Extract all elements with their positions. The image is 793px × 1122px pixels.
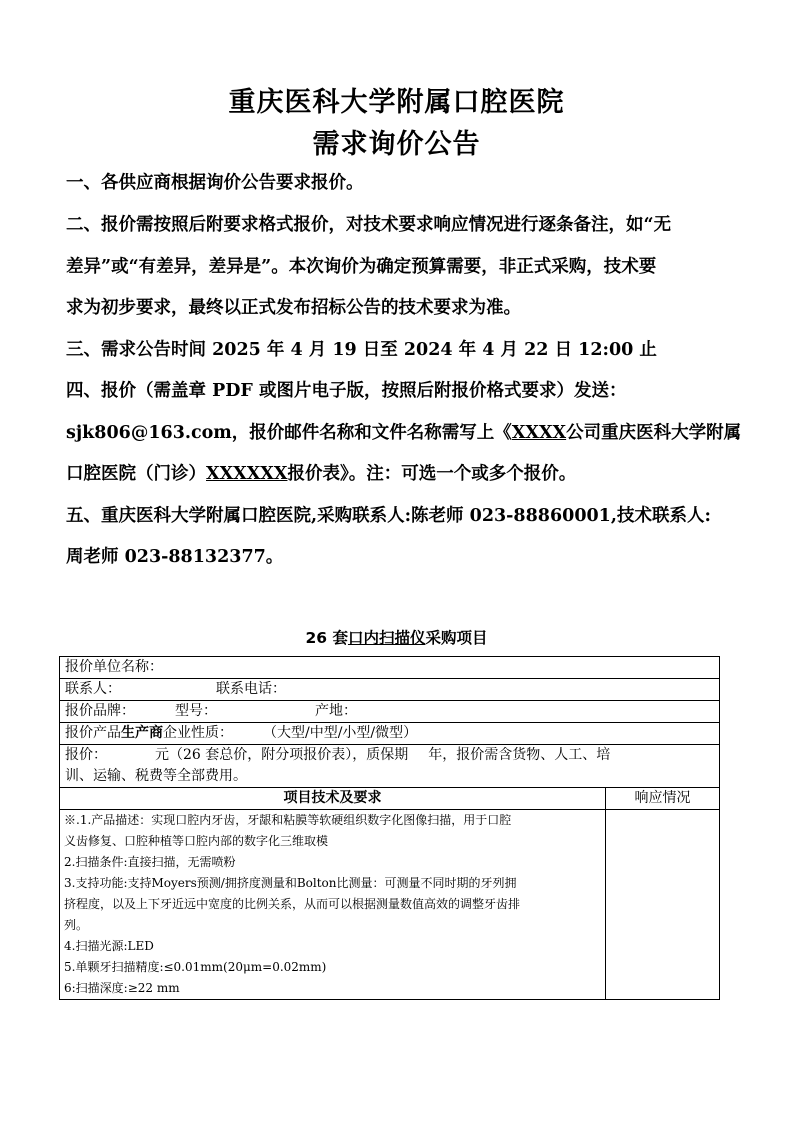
paragraph-2-line-1: 二、报价需按照后附要求格式报价，对技术要求响应情况进行逐条备注，如“无 xyxy=(66,215,672,235)
paragraph-4-text: 公司重庆医科大学附属 xyxy=(566,423,742,443)
spec-line: 3.支持功能:支持Moyers预测/拥挤度测量和Bolton比测量：可测量不同时期的牙列拥 xyxy=(64,876,517,890)
origin-label: 产地： xyxy=(315,703,357,719)
price-line-1 xyxy=(65,745,714,766)
paragraph-4-text: 口腔医院（门诊） xyxy=(66,464,206,484)
paragraph-2-line-3: 求为初步要求，最终以正式发布招标公告的技术要求为准。 xyxy=(66,298,521,318)
contact-label: 联系人： xyxy=(65,681,121,697)
price-total-note: 元（26 套总价，附分项报价表），质保期 xyxy=(155,747,409,763)
price-line-2: 训、运输、税费等全部费用。 xyxy=(65,768,247,784)
email-text: sjk806@163.com，报价邮件名称和文件名称需写上《 xyxy=(66,423,512,443)
producer-field[interactable] xyxy=(60,723,720,745)
paragraph-2-line-2: 差异”或“有差异，差异是”。本次询价为确定预算需要，非正式采购，技术要 xyxy=(66,257,657,277)
spec-line: 6:扫描深度:≥22 mm xyxy=(64,981,180,995)
spec-line: 2.扫描条件:直接扫描，无需喷粉 xyxy=(64,855,236,869)
brand-label: 报价品牌： xyxy=(65,703,135,719)
spec-line: 列。 xyxy=(64,918,89,932)
form-row-price xyxy=(60,745,720,788)
paragraph-3: 三、需求公告时间 2025 年 4 月 19 日至 2024 年 4 月 22 日 12:00 止 xyxy=(66,340,657,360)
brand-field[interactable] xyxy=(60,701,720,723)
page-subtitle: 需求询价公告 xyxy=(312,129,481,160)
model-label: 型号： xyxy=(175,703,217,719)
spec-line: 4.扫描光源:LED xyxy=(64,939,154,953)
spec-row xyxy=(60,810,720,1000)
page-title: 重庆医科大学附属口腔医院 xyxy=(228,87,565,118)
form-row-contact xyxy=(60,679,720,701)
form-row-unit xyxy=(60,657,720,679)
project-item: 口内扫描仪 xyxy=(347,629,426,647)
response-cell[interactable] xyxy=(606,810,720,1000)
price-warranty-note: 年，报价需含货物、人工、培 xyxy=(428,747,611,763)
enterprise-size-options: （大型/中型/小型/微型） xyxy=(263,725,418,741)
phone-label: 联系电话： xyxy=(216,681,286,697)
form-row-brand xyxy=(60,701,720,723)
producer-label: 报价产品 xyxy=(65,725,121,741)
paragraph-4-line-2 xyxy=(66,422,742,444)
form-header-row xyxy=(60,788,720,810)
quotation-form xyxy=(59,656,720,1000)
project-quantity: 26 套 xyxy=(305,629,348,647)
paragraph-5-line-1: 五、重庆医科大学附属口腔医院,采购联系人:陈老师 023-88860001,技术联系人: xyxy=(66,506,711,526)
producer-emphasis: 生产商 xyxy=(121,725,163,741)
paragraph-4-text: 报价表》。注：可选一个或多个报价。 xyxy=(287,464,577,484)
spec-line: 5.单颗牙扫描精度:≤0.01mm(20μm=0.02mm) xyxy=(64,960,327,974)
company-placeholder: XXXX xyxy=(511,423,567,443)
response-header: 响应情况 xyxy=(606,788,720,810)
item-placeholder: XXXXXX xyxy=(206,464,288,484)
spec-line: 挤程度，以及上下牙近远中宽度的比例关系，从而可以根据测量数值高效的调整牙齿排 xyxy=(64,897,521,911)
contact-field[interactable] xyxy=(60,679,720,701)
paragraph-4-line-3 xyxy=(66,463,726,485)
enterprise-type-label: 企业性质： xyxy=(163,725,233,741)
paragraph-5-line-2: 周老师 023-88132377。 xyxy=(66,547,284,567)
spec-line: 义齿修复、口腔种植等口腔内部的数字化三维取模 xyxy=(64,834,329,848)
unit-name-field[interactable]: 报价单位名称： xyxy=(60,657,720,679)
paragraph-1: 一、各供应商根据询价公告要求报价。 xyxy=(66,173,364,193)
form-row-producer xyxy=(60,723,720,745)
requirements-header: 项目技术及要求 xyxy=(60,788,606,810)
paragraph-4-line-1: 四、报价（需盖章 PDF 或图片电子版，按照后附报价格式要求）发送： xyxy=(66,381,627,401)
price-label: 报价： xyxy=(65,747,107,763)
project-suffix: 采购项目 xyxy=(425,629,488,647)
spec-line: ※.1.产品描述：实现口腔内牙齿，牙龈和粘膜等软硬组织数字化图像扫描，用于口腔 xyxy=(64,813,512,827)
price-field[interactable] xyxy=(60,745,720,788)
spec-list xyxy=(60,810,606,1000)
project-title xyxy=(0,626,793,648)
